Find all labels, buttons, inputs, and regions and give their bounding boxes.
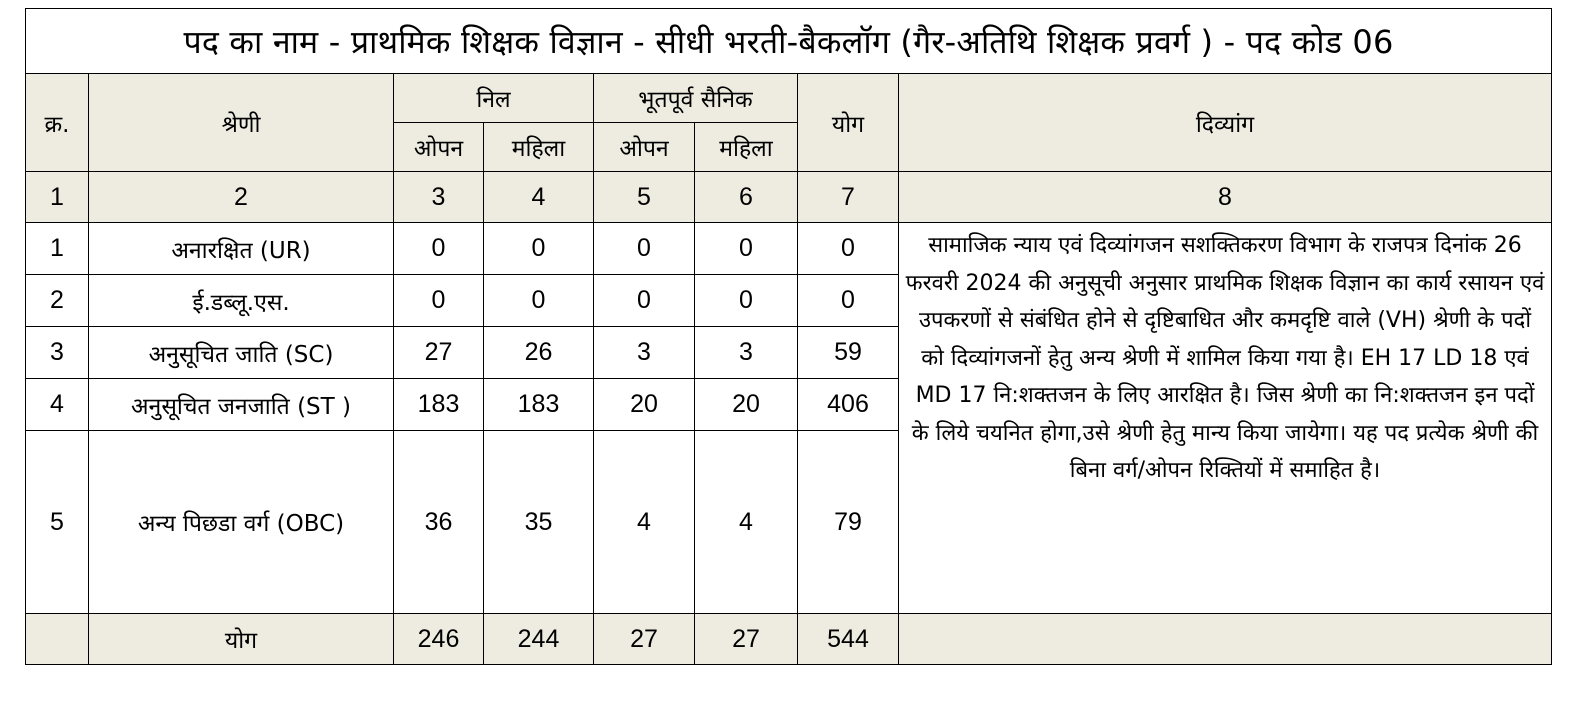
totals-total: 544 [798, 614, 899, 665]
header-ex-female: महिला [695, 123, 798, 172]
row-ex-open: 0 [594, 223, 695, 275]
totals-ex-female: 27 [695, 614, 798, 665]
row-ex-open: 20 [594, 379, 695, 431]
header-serial: क्र. [26, 74, 89, 172]
divyang-note: सामाजिक न्याय एवं दिव्यांगजन सशक्तिकरण विभाग के राजपत्र दिनांक 26 फरवरी 2024 की अनुसूची अनुसार प्राथमिक शिक्षक विज्ञान का कार्य रसायन एवं उपकरणों से संबंधित होने से दृष्टिबाधित और कमदृष्टि वाले (VH) श्रेणी के पदों को दिव्यांगजनों हेतु अन्य श्रेणी में शामिल किया गया है। EH 17 LD 18 एवं MD 17 नि:शक्तजन के लिए आरक्षित है। जिस श्रेणी का नि:शक्तजन इन पदों के लिये चयनित होगा,उसे श्रेणी हेतु मान्य किया जायेगा। यह पद प्रत्येक श्रेणी की बिना वर्ग/ओपन रिक्तियों में समाहित है। [899, 223, 1552, 614]
row-category: अन्य पिछडा वर्ग (OBC) [89, 431, 394, 614]
row-total: 79 [798, 431, 899, 614]
column-index-row [26, 172, 1552, 223]
row-ex-open: 0 [594, 275, 695, 327]
row-nil-open: 27 [394, 327, 484, 379]
column-index: 1 [26, 172, 89, 223]
header-ex-open: ओपन [594, 123, 695, 172]
row-category: ई.डब्लू.एस. [89, 275, 394, 327]
row-category: अनुसूचित जाति (SC) [89, 327, 394, 379]
column-index: 2 [89, 172, 394, 223]
row-nil-female: 0 [484, 223, 594, 275]
row-ex-female: 3 [695, 327, 798, 379]
column-index: 3 [394, 172, 484, 223]
row-ex-female: 4 [695, 431, 798, 614]
totals-row [26, 614, 1552, 665]
row-nil-open: 0 [394, 275, 484, 327]
row-serial: 3 [26, 327, 89, 379]
header-nil-open: ओपन [394, 123, 484, 172]
header-divyang: दिव्यांग [899, 74, 1552, 172]
header-nil: निल [394, 74, 594, 123]
vacancy-table [25, 8, 1552, 665]
row-total: 0 [798, 223, 899, 275]
table-row [26, 223, 1552, 275]
column-index: 4 [484, 172, 594, 223]
header-ex-serviceman: भूतपूर्व सैनिक [594, 74, 798, 123]
row-nil-open: 36 [394, 431, 484, 614]
row-nil-open: 0 [394, 223, 484, 275]
row-ex-open: 3 [594, 327, 695, 379]
vacancy-sheet [25, 8, 1551, 665]
row-total: 406 [798, 379, 899, 431]
totals-ex-open: 27 [594, 614, 695, 665]
header-category: श्रेणी [89, 74, 394, 172]
column-index: 7 [798, 172, 899, 223]
page-title: पद का नाम - प्राथमिक शिक्षक विज्ञान - सीधी भरती-बैकलॉग (गैर-अतिथि शिक्षक प्रवर्ग ) - पद कोड 06 [26, 9, 1552, 74]
row-total: 59 [798, 327, 899, 379]
totals-label: योग [89, 614, 394, 665]
row-ex-female: 0 [695, 275, 798, 327]
row-category: अनारक्षित (UR) [89, 223, 394, 275]
row-ex-open: 4 [594, 431, 695, 614]
column-index: 5 [594, 172, 695, 223]
totals-serial-empty [26, 614, 89, 665]
row-nil-female: 26 [484, 327, 594, 379]
row-nil-female: 183 [484, 379, 594, 431]
row-serial: 5 [26, 431, 89, 614]
column-index: 6 [695, 172, 798, 223]
row-nil-open: 183 [394, 379, 484, 431]
row-serial: 2 [26, 275, 89, 327]
header-nil-female: महिला [484, 123, 594, 172]
row-nil-female: 35 [484, 431, 594, 614]
row-category: अनुसूचित जनजाति (ST ) [89, 379, 394, 431]
column-index: 8 [899, 172, 1552, 223]
row-ex-female: 0 [695, 223, 798, 275]
row-nil-female: 0 [484, 275, 594, 327]
row-serial: 4 [26, 379, 89, 431]
header-total: योग [798, 74, 899, 172]
totals-divyang-empty [899, 614, 1552, 665]
row-ex-female: 20 [695, 379, 798, 431]
row-total: 0 [798, 275, 899, 327]
row-serial: 1 [26, 223, 89, 275]
totals-nil-open: 246 [394, 614, 484, 665]
totals-nil-female: 244 [484, 614, 594, 665]
